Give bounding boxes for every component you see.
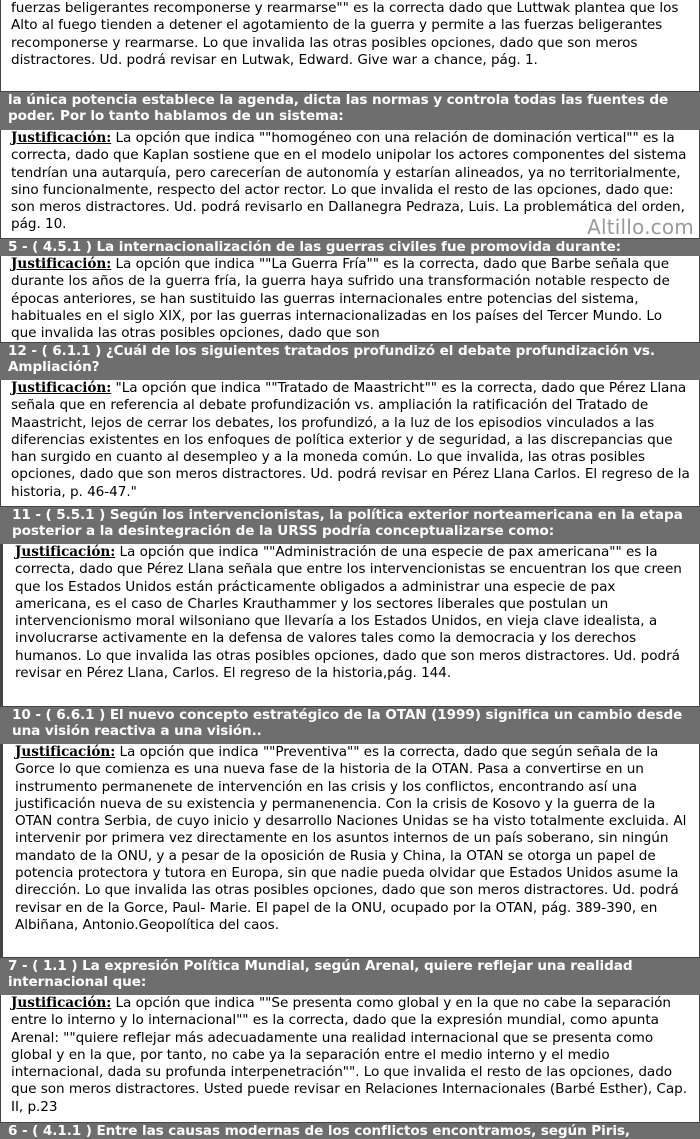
justificacion-label: Justificación: [15,544,116,560]
justificacion-label: Justificación: [11,380,112,396]
block-0-text: fuerzas beligerantes recomponerse y rearmarse"" es la correcta dado que Luttwak plantea que los Alto al fuego tienden a detener el agotamiento de la guerra y permite a las fuerzas beligerantes recomponerse y rearmarse. Lo que invalida las otras posibles opciones, dado que son meros distractores. Ud. podrá revisar en Lutwak, Edward. Give war a chance, pág. 1. [11,0,679,68]
justificacion-label: Justificación: [11,256,112,272]
block-2-body [0,256,700,343]
block-3-header: 12 - ( 6.1.1 ) ¿Cuál de los siguientes tratados profundizó el debate profundización vs. Ampliación? [0,343,700,380]
block-5-text: La opción que indica ""Preventiva"" es la correcta, dado que según señala de la Gorce lo que comienza es una nueva fase de la historia de la OTAN. Pasa a convertirse en un instrumento permanenete de intervención en las crisis y los conflictos, encontrando así una justificación nueva de su existencia y permanenencia. Con la crisis de Kosovo y la guerra de la OTAN contra Serbia, de cuyo inicio y desarrollo Naciones Unidas se ha visto totalmente excluida. Al intervenir por primera vez directamente en los asuntos internos de un país soberano, sin ningún mandato de la ONU, y a pesar de la oposición de Rusia y China, la OTAN se otorga un papel de potencia protectora y tutora en Europa, sin que nadie pueda olvidar que Estados Unidos asume la dirección. Lo que invalida las otras posibles opciones, dado que son meros distractores. Ud. podrá revisar en de la Gorce, Paul- Marie. El papel de la ONU, ocupado por la OTAN, pág. 389-390, en Albiñana, Antonio.Geopolítica del caos. [15,744,687,933]
block-4-header: 11 - ( 5.5.1 ) Según los intervencionistas, la política exterior norteamericana en la etapa posterior a la desintegración de la URSS podría conceptualizarse como: [0,507,700,544]
block-3-body [0,380,700,507]
block-6-body [0,995,700,1123]
justificacion-label: Justificación: [15,744,116,760]
block-6-header: 7 - ( 1.1 ) La expresión Política Mundial, según Arenal, quiere reflejar una realidad internacional que: [0,958,700,995]
block-2-header: 5 - ( 4.5.1 ) La internacionalización de las guerras civiles fue promovida durante: [0,239,700,256]
block-5-header: 10 - ( 6.6.1 ) El nuevo concepto estratégico de la OTAN (1999) significa un cambio desde una visión reactiva a una visión.. [0,707,700,744]
block-1-header: la única potencia establece la agenda, dicta las normas y controla todas las fuentes de poder. Por lo tanto hablamos de un sistema: [0,92,700,130]
block-4-text: La opción que indica ""Administración de una especie de pax americana"" es la correcta, dado que Pérez Llana señala que entre los intervencionistas se encuentran los que creen que los Estados Unidos están prácticamente obligados a administrar una especie de pax americana, es el caso de Charles Krauthammer y los sectores liberales que postulan un intervencionismo moral wilsoniano que llevaría a los Estados Unidos, en vieja clave idealista, a involucrarse activamente en la defensa de valores tales como la democracia y los derechos humanos. Lo que invalida las otras posibles opciones, dado que son meros distractores. Ud. podrá revisar en Pérez Llana, Carlos. El regreso de la historia,pág. 144. [15,544,682,682]
block-3-text: "La opción que indica ""Tratado de Maastricht"" es la correcta, dado que Pérez Llana señala que en referencia al debate profundización vs. ampliación la ratificación del Tratado de Maastricht, lejos de cerrar los debates, los profundizó, a la luz de los episodios vinculados a las diferencias existentes en los enfoques de política exterior y de seguridad, a las discrepancias que han surgido en cuanto al desempleo y a la moneda común. Lo que invalida, las otras posibles opciones, dado que son meros distractores. Ud. podrá revisar en Pérez Llana Carlos. El regreso de la historia, p. 46-47." [11,380,690,500]
block-5-body [0,744,700,958]
watermark-logo: Altillo.com [587,215,694,239]
block-4-body [0,544,700,707]
justificacion-label: Justificación: [11,130,112,146]
block-7-header: 6 - ( 4.1.1 ) Entre las causas modernas de los conflictos encontramos, según Piris, [0,1123,700,1139]
justificacion-label: Justificación: [11,995,112,1011]
block-1-text: La opción que indica ""homogéneo con una relación de dominación vertical"" es la correcta, dado que Kaplan sostiene que en el modelo unipolar los actores componentes del sistema tendrían una autarquía, pero carecerían de autonomía y estarían alineados, ya no territorialmente, sino funcionalmente, respecto del actor rector. Lo que invalida el resto de las opciones, dado que: son meros distractores. Ud. podrá revisarlo en Dallanegra Pedraza, Luis. La problemática del orden, pág. 10. [11,130,687,233]
block-0-body [0,0,700,92]
block-2-text: La opción que indica ""La Guerra Fría"" es la correcta, dado que Barbe señala que durante los años de la guerra fría, la guerra haya sufrido una transformación notable respecto de épocas anteriores, se han sustituido las guerras internacionales entre potencias del sistema, habituales en el siglo XIX, por las guerras internacionalizadas en los países del Tercer Mundo. Lo que invalida las otras posibles opciones, dado que son [11,256,670,342]
block-6-text: La opción que indica ""Se presenta como global y en la que no cabe la separación entre lo interno y lo internacional"" es la correcta, dado que la expresión mundial, como apunta Arenal: ""quiere reflejar más adecuadamente una realidad internacional que se presenta como global y en la que, por tanto, no cabe ya la separación entre el medio interno y el medio internacional, dada su profunda interpenetración"". Lo que invalida el resto de las opciones, dado que son meros distractores. Usted puede revisar en Relaciones Internacionales (Barbé Esther), Cap. II, p.23 [11,995,687,1115]
